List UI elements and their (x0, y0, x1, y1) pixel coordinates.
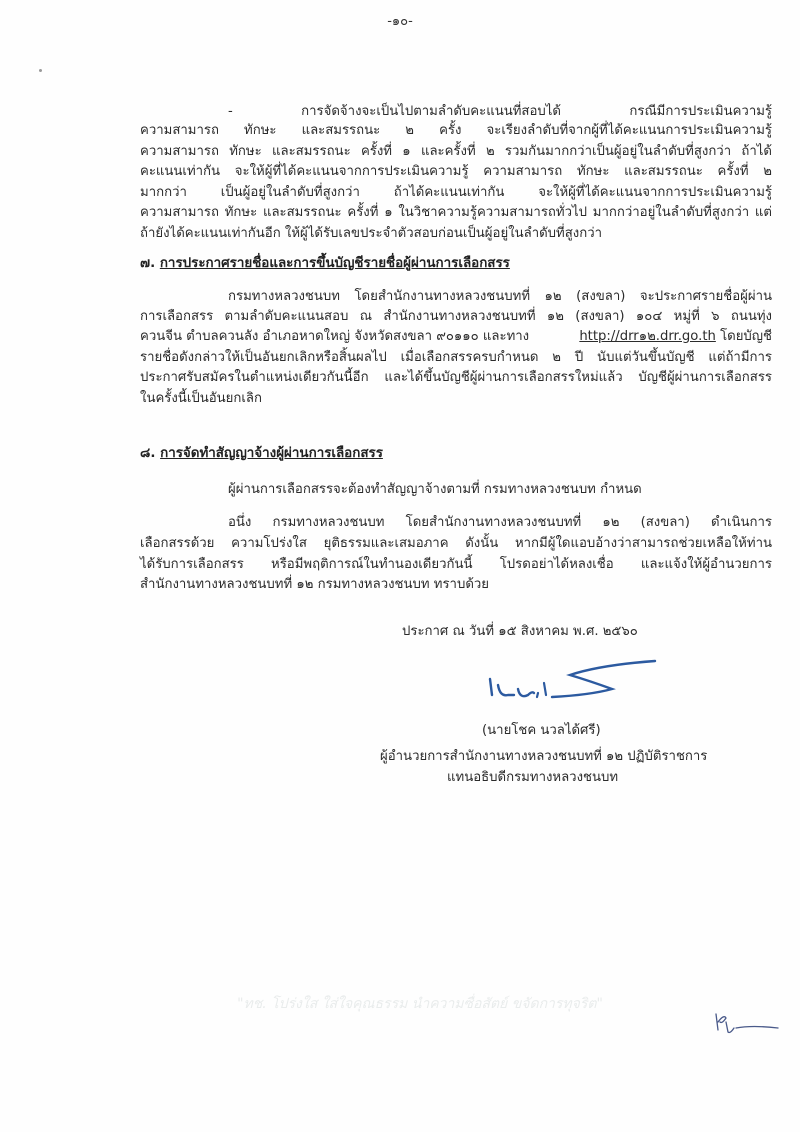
paragraph-line: ในครั้งนี้เป็นอันยกเลิก (140, 391, 262, 406)
paragraph-line: ความสามารถ ทักษะ และสมรรถนะ ๒ ครั้ง จะเรียงลำดับที่จากผู้ที่ได้คะแนนการประเมินความรู้ (140, 123, 772, 138)
paragraph-line-with-link (140, 328, 772, 346)
page-number: -๑๐- (387, 14, 413, 29)
section-number: ๘. (140, 446, 156, 461)
paragraph-line: เลือกสรรด้วย ความโปร่งใส ยุติธรรมและเสมอภาค ดังนั้น หากมีผู้ใดแอบอ้างว่าสามารถช่วยเหลือให้ท่าน (140, 536, 772, 551)
paragraph-line: - การจัดจ้างจะเป็นไปตามลำดับคะแนนที่สอบได้ กรณีมีการประเมินความรู้ (228, 104, 772, 119)
paragraph-line: คะแนนเท่ากัน จะให้ผู้ที่ได้คะแนนจากการประเมินความรู้ ความสามารถ ทักษะ และสมรรถนะ ครั้งที่ ๒ (140, 164, 772, 179)
signatory-position-line-1: ผู้อำนวยการสำนักงานทางหลวงชนบทที่ ๑๒ ปฏิบัติราชการ (380, 749, 708, 764)
paragraph-line: มากกว่า เป็นผู้อยู่ในลำดับที่สูงกว่า ถ้าได้คะแนนเท่ากัน จะให้ผู้ที่ได้คะแนนจากการประเมินความรู้ (140, 185, 772, 200)
paragraph-line: สำนักงานทางหลวงชนบทที่ ๑๒ กรมทางหลวงชนบท ทราบด้วย (140, 577, 490, 592)
section-7-heading (140, 255, 510, 273)
website-link[interactable]: http://drr๑๒.drr.go.th (579, 329, 716, 344)
paragraph-line: ความสามารถ ทักษะ และสมรรถนะ ครั้งที่ ๑ และครั้งที่ ๒ รวมกันมากกว่าเป็นผู้อยู่ในลำดับที่สูงกว่า ถ้าได้ (140, 144, 772, 159)
signature-image (480, 655, 660, 715)
address-text: ควนจีน ตำบลควนลัง อำเภอหาดใหญ่ จังหวัดสงขลา ๙๐๑๑๐ และทาง (140, 329, 530, 344)
paragraph-line: ได้รับการเลือกสรร หรือมีพฤติการณ์ในทำนองเดียวกันนี้ โปรดอย่าได้หลงเชื่อ และแจ้งให้ผู้อำนวยการ (140, 557, 772, 572)
announcement-date: ประกาศ ณ วันที่ ๑๕ สิงหาคม พ.ศ. ๒๕๖๐ (402, 624, 638, 639)
paragraph-line: ความสามารถ ทักษะ และสมรรถนะ ครั้งที่ ๑ ในวิชาความรู้ความสามารถทั่วไป มากกว่าอยู่ในลำดับที่สูงกว่า แต่ (140, 205, 772, 220)
footer-slogan: "ทช. โปร่งใส ใส่ใจคุณธรรม นำความซื่อสัตย์ ขจัดการทุจริต" (237, 996, 603, 1012)
section-8-heading (140, 445, 383, 463)
paragraph-line: รายชื่อดังกล่าวให้เป็นอันยกเลิกหรือสิ้นผลไป เมื่อเลือกสรรครบกำหนด ๒ ปี นับแต่วันขึ้นบัญชี แต่ถ้ามีการ (140, 350, 772, 365)
paragraph-line: ประกาศรับสมัครในตำแหน่งเดียวกันนี้อีก และได้ขึ้นบัญชีผู้ผ่านการเลือกสรรใหม่แล้ว บัญชีผู้ผ่านการเลือกสรร (140, 370, 772, 385)
signatory-position-line-2: แทนอธิบดีกรมทางหลวงชนบท (447, 770, 619, 785)
initials-mark (712, 1008, 782, 1038)
paragraph-line: กรมทางหลวงชนบท โดยสำนักงานทางหลวงชนบทที่ ๑๒ (สงขลา) จะประกาศรายชื่อผู้ผ่าน (228, 289, 772, 304)
paragraph-line: ผู้ผ่านการเลือกสรรจะต้องทำสัญญาจ้างตามที่ กรมทางหลวงชนบท กำหนด (228, 482, 642, 497)
paragraph-line: ถ้ายังได้คะแนนเท่ากันอีก ให้ผู้ได้รับเลขประจำตัวสอบก่อนเป็นผู้อยู่ในลำดับที่สูงกว่า (140, 226, 603, 241)
section-title: การจัดทำสัญญาจ้างผู้ผ่านการเลือกสรร (160, 446, 383, 461)
paragraph-line: อนึ่ง กรมทางหลวงชนบท โดยสำนักงานทางหลวงชนบทที่ ๑๒ (สงขลา) ดำเนินการ (228, 515, 772, 530)
section-number: ๗. (140, 256, 156, 271)
section-title: การประกาศรายชื่อและการขึ้นบัญชีรายชื่อผู้ผ่านการเลือกสรร (159, 256, 510, 271)
paragraph-line: การเลือกสรร ตามลำดับคะแนนสอบ ณ สำนักงานทางหลวงชนบทที่ ๑๒ (สงขลา) ๑๐๔ หมู่ที่ ๖ ถนนทุ่ง (140, 309, 772, 324)
scan-speck (39, 69, 42, 72)
signatory-name: (นายโชค นวลได้ศรี) (482, 723, 601, 738)
after-link-text: โดยบัญชี (720, 329, 772, 344)
